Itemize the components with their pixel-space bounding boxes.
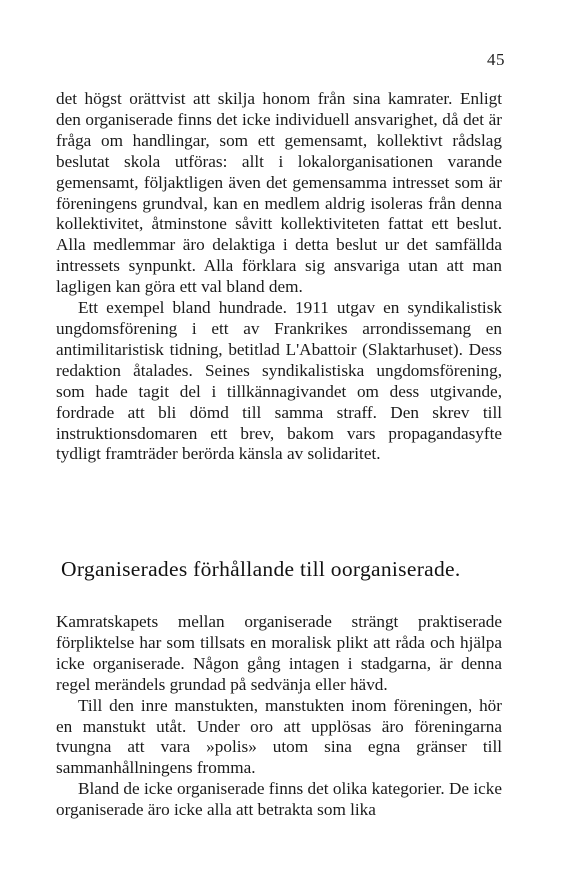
paragraph: det högst orättvist att skilja honom från sina kamrater. Enligt den organiserade finns det icke individuell ansvarighet, då det är fråga om handlingar, som ett gemensamt, kollektivt rådslag beslutat skola utföras: allt i lokalorganisationen varande gemensamt, följaktligen även det gemensamma intresset som är föreningens grundval, kan en medlem aldrig isoleras från denna kollektivitet, åtminstone såvitt kollektiviteten fattat ett beslut. Alla medlemmar äro delaktiga i detta beslut ur det samfällda intressets synpunkt. Alla förklara sig ansvariga utan att man lagligen kan göra ett val bland dem. [56,89,502,297]
paragraph: Till den inre manstukten, manstukten inom föreningen, hör en manstukt utåt. Under oro att upplösas äro föreningarna tvungna att vara »polis» utom sina egna gränser till sammanhållningens fromma. [56,695,502,778]
section-heading: Organiserades förhållande till oorganiserade. [61,557,461,581]
paragraph: Kamratskapets mellan organiserade strängt praktiserade förpliktelse har som tillsats en moralisk plikt att råda och hjälpa icke organiserade. Någon gång intagen i stadgarna, är denna regel merändels grundad på sedvänja eller hävd. [56,612,502,694]
page-number: 45 [487,50,505,69]
paragraph: Bland de icke organiserade finns det olika kategorier. De icke organiserade äro icke alla att betrakta som lika [56,779,502,820]
paragraph: Ett exempel bland hundrade. 1911 utgav en syndikalistisk ungdomsförening i ett av Frankrikes arrondissemang en antimilitaristisk tidning, betitlad L'Abattoir (Slaktarhuset). Dess redaktion åtalades. Seines syndikalistiska ungdomsförening, som hade tagit del i tillkännagivandet om dess utgivande, fordrade att bli dömd till samma straff. Den skrev till instruktionsdomaren ett brev, bakom vars propagandasyfte tydligt framträder berörda känsla av solidaritet. [56,298,502,464]
body-text-after-heading [56,612,502,821]
body-text-before-heading [56,89,502,465]
